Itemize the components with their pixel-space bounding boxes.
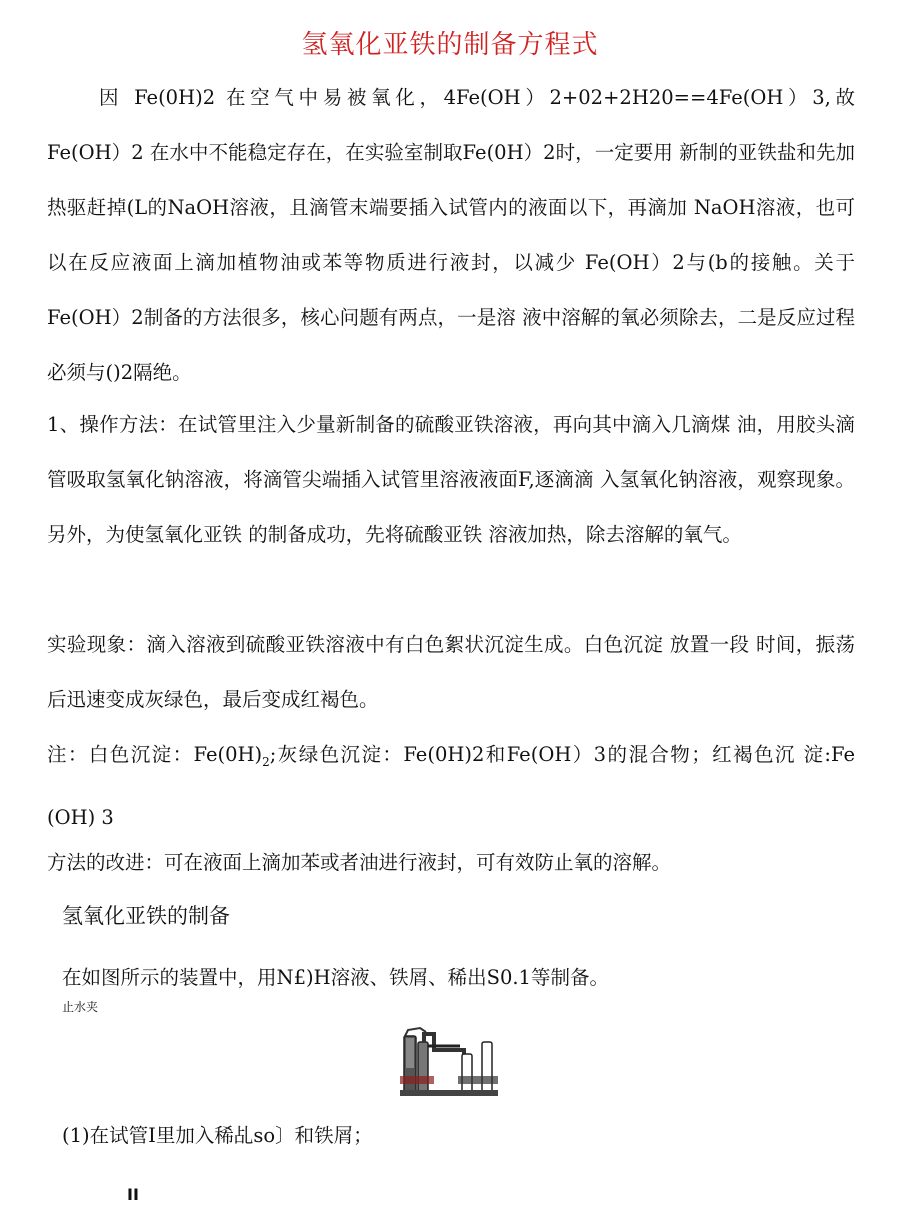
figure-label: 止水夹 [62,1000,99,1014]
note-suffix: ;灰绿色沉淀：Fe(0H)2和Fe(OH）3的混合物；红褐色沉 淀:Fe (OH) 3 [47,743,855,829]
phenomenon-paragraph: 实验现象：滴入溶液到硫酸亚铁溶液中有白色絮状沉淀生成。白色沉淀 放置一段 时间，振荡后迅速变成灰绿色，最后变成红褐色。 [47,633,855,711]
apparatus-diagram-icon [398,1024,502,1098]
note-paragraph [47,727,855,845]
improvement-paragraph: 方法的改进：可在液面上滴加苯或者油进行液封，可有效防止氧的溶解。 [47,851,672,874]
roman-numeral-label: II [127,1185,139,1204]
section-heading: 氢氧化亚铁的制备 [62,904,230,928]
intro-paragraph: 因 Fe(0H)2 在空气中易被氧化，4Fe(OH）2+02+2H20==4Fe(OH）3,故 Fe(OH）2 在水中不能稳定存在，在实验室制取Fe(0H）2时，一定要用 新制的亚铁盐和先加 热驱赶掉(L的NaOH溶液，且滴管末端要插入试管内的液面以下，再滴加 NaOH溶液，也可以在反应液面上滴加植物油或苯等物质进行液封，以减少 Fe(OH）2与(b的接触。关于Fe(OH）2制备的方法很多，核心问题有两点，一是溶 液中溶解的氧必须除去，二是反应过程必须与()2隔绝。 [47,86,855,384]
apparatus-figure [398,1024,502,1098]
operation-paragraph: 1、操作方法：在试管里注入少量新制备的硫酸亚铁溶液，再向其中滴入几滴煤 油，用胶头滴管吸取氢氧化钠溶液，将滴管尖端插入试管里溶液液面F,逐滴滴 入氢氧化钠溶液，观察现象。另外，为使氢氧化亚铁 的制备成功，先将硫酸亚铁 溶液加热，除去溶解的氧气。 [47,413,855,546]
section-text: 在如图所示的装置中，用N£)H溶液、铁屑、稀出S0.1等制备。 [62,966,609,989]
note-prefix: 注：白色沉淀：Fe(0H) [47,743,263,766]
step-1-text: (1)在试管I里加入稀乩so〕和铁屑； [62,1124,373,1147]
document-title: 氢氧化亚铁的制备方程式 [301,30,599,60]
note-subscript: 2 [262,754,270,769]
